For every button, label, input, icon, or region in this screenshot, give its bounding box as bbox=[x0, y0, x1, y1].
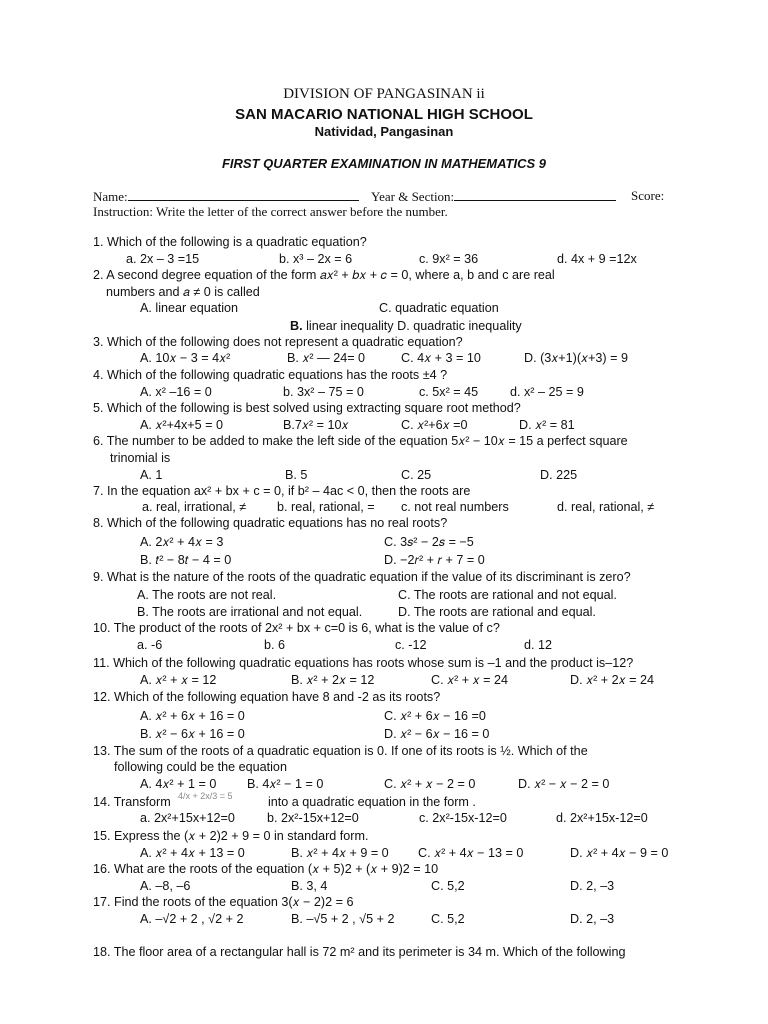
q14-option-a: a. 2x²+15x+12=0 bbox=[140, 811, 235, 825]
q2-options-b-d-text: linear inequality D. quadratic inequality bbox=[302, 319, 522, 333]
q9-option-a: A. The roots are not real. bbox=[137, 588, 277, 602]
question-14-expression: 4/x + 2x/3 = 5 bbox=[178, 791, 233, 801]
q5-option-c: C. 𝑥²+6𝑥 =0 bbox=[401, 418, 468, 432]
question-13-continued: following could be the equation bbox=[114, 760, 287, 774]
question-8: 8. Which of the following quadratic equations has no real roots? bbox=[93, 516, 448, 530]
q6-option-b: B. 5 bbox=[285, 468, 308, 482]
q12-option-a: A. 𝑥² + 6𝑥 + 16 = 0 bbox=[140, 709, 245, 723]
q11-option-a: A. 𝑥² + 𝑥 = 12 bbox=[140, 673, 217, 687]
q9-option-c: C. The roots are rational and not equal. bbox=[398, 588, 617, 602]
q5-option-a: A. 𝑥²+4x+5 = 0 bbox=[140, 418, 223, 432]
q8-option-a: A. 2𝑥² + 4𝑥 = 3 bbox=[140, 535, 224, 549]
q7-option-a: a. real, irrational, ≠ bbox=[142, 500, 247, 514]
question-7: 7. In the equation ax² + bx + c = 0, if b² – 4ac < 0, then the roots are bbox=[93, 484, 471, 498]
q13-option-c: C. 𝑥² + 𝑥 − 2 = 0 bbox=[384, 777, 476, 791]
question-13: 13. The sum of the roots of a quadratic equation is 0. If one of its roots is ½. Which of the bbox=[93, 744, 588, 758]
q4-option-d: d. x² – 25 = 9 bbox=[510, 385, 584, 399]
q3-option-c: C. 4𝑥 + 3 = 10 bbox=[401, 351, 481, 365]
q2-options-b-d bbox=[290, 319, 522, 334]
q1-option-b: b. x³ – 2x = 6 bbox=[279, 252, 353, 266]
year-section-label: Year & Section: bbox=[371, 189, 455, 204]
q4-option-c: c. 5x² = 45 bbox=[419, 385, 479, 399]
name-blank[interactable] bbox=[128, 188, 359, 201]
q6-option-a: A. 1 bbox=[140, 468, 163, 482]
question-11: 11. Which of the following quadratic equations has roots whose sum is –1 and the product is–12? bbox=[93, 656, 634, 670]
year-section-field[interactable] bbox=[371, 188, 616, 204]
q12-option-b: B. 𝑥² − 6𝑥 + 16 = 0 bbox=[140, 727, 245, 741]
q14-option-d: d. 2x²+15x-12=0 bbox=[556, 811, 648, 825]
q13-option-d: D. 𝑥² − 𝑥 − 2 = 0 bbox=[518, 777, 610, 791]
q16-option-c: C. 5,2 bbox=[431, 879, 465, 893]
q14-option-b: b. 2x²-15x+12=0 bbox=[267, 811, 359, 825]
question-16: 16. What are the roots of the equation (𝑥 + 5)2 + (𝑥 + 9)2 = 10 bbox=[93, 862, 439, 876]
exam-title: FIRST QUARTER EXAMINATION IN MATHEMATICS 9 bbox=[221, 156, 547, 171]
q6-option-c: C. 25 bbox=[401, 468, 432, 482]
name-label: Name: bbox=[93, 189, 128, 204]
question-6-continued: trinomial is bbox=[110, 451, 171, 465]
q9-option-d: D. The roots are rational and equal. bbox=[398, 605, 596, 619]
question-5: 5. Which of the following is best solved using extracting square root method? bbox=[93, 401, 521, 415]
q5-option-b: B.7𝑥² = 10𝑥 bbox=[283, 418, 349, 432]
q11-option-d: D. 𝑥² + 2𝑥 = 24 bbox=[570, 673, 655, 687]
question-10: 10. The product of the roots of 2x² + bx + c=0 is 6, what is the value of c? bbox=[93, 621, 500, 635]
question-3: 3. Which of the following does not represent a quadratic equation? bbox=[93, 335, 463, 349]
q8-option-d: D. −2𝑟² + 𝑟 + 7 = 0 bbox=[384, 553, 485, 567]
question-14-suffix: into a quadratic equation in the form . bbox=[268, 795, 476, 809]
year-section-blank[interactable] bbox=[454, 188, 616, 201]
school-location: Natividad, Pangasinan bbox=[314, 124, 454, 139]
q1-option-d: d. 4x + 9 =12x bbox=[557, 252, 637, 266]
q12-option-c: C. 𝑥² + 6𝑥 − 16 =0 bbox=[384, 709, 486, 723]
q2-option-a: A. linear equation bbox=[140, 301, 239, 315]
q4-option-b: b. 3x² – 75 = 0 bbox=[283, 385, 364, 399]
question-15: 15. Express the (𝑥 + 2)2 + 9 = 0 in standard form. bbox=[93, 829, 369, 843]
division-heading: DIVISION OF PANGASINAN ii bbox=[283, 86, 485, 102]
q8-option-c: C. 3𝑠² − 2𝑠 = −5 bbox=[384, 535, 474, 549]
question-2: 2. A second degree equation of the form 𝑎𝑥² + 𝑏𝑥 + 𝑐 = 0, where a, b and c are real bbox=[93, 268, 555, 282]
q14-option-c: c. 2x²-15x-12=0 bbox=[419, 811, 507, 825]
q17-option-a: A. –√2 + 2 , √2 + 2 bbox=[140, 912, 244, 926]
q16-option-a: A. –8, –6 bbox=[140, 879, 191, 893]
q17-option-c: C. 5,2 bbox=[431, 912, 465, 926]
question-2-continued: numbers and 𝑎 ≠ 0 is called bbox=[106, 285, 260, 299]
q13-option-a: A. 4𝑥² + 1 = 0 bbox=[140, 777, 217, 791]
q10-option-b: b. 6 bbox=[264, 638, 286, 652]
q6-option-d: D. 225 bbox=[540, 468, 578, 482]
score-label: Score: bbox=[631, 188, 665, 203]
question-1: 1. Which of the following is a quadratic equation? bbox=[93, 235, 367, 249]
q10-option-d: d. 12 bbox=[524, 638, 553, 652]
question-6: 6. The number to be added to make the left side of the equation 5𝑥² − 10𝑥 = 15 a perfect square bbox=[93, 434, 628, 448]
question-14-prefix: 14. Transform bbox=[93, 795, 171, 809]
q10-option-a: a. -6 bbox=[137, 638, 163, 652]
question-18: 18. The floor area of a rectangular hall is 72 m² and its perimeter is 34 m. Which of the following bbox=[93, 945, 626, 959]
q3-option-b: B. 𝑥² — 24= 0 bbox=[287, 351, 366, 365]
q9-option-b: B. The roots are irrational and not equal. bbox=[137, 605, 363, 619]
q1-option-a: a. 2x – 3 =15 bbox=[126, 252, 200, 266]
question-17: 17. Find the roots of the equation 3(𝑥 − 2)2 = 6 bbox=[93, 895, 354, 909]
q3-option-a: A. 10𝑥 − 3 = 4𝑥² bbox=[140, 351, 231, 365]
q4-option-a: A. x² –16 = 0 bbox=[140, 385, 212, 399]
q7-option-b: b. real, rational, = bbox=[277, 500, 375, 514]
question-12: 12. Which of the following equation have 8 and -2 as its roots? bbox=[93, 690, 441, 704]
q1-option-c: c. 9x² = 36 bbox=[419, 252, 479, 266]
q8-option-b: B. 𝑡² − 8𝑡 − 4 = 0 bbox=[140, 553, 232, 567]
q11-option-b: B. 𝑥² + 2𝑥 = 12 bbox=[291, 673, 375, 687]
q7-option-c: c. not real numbers bbox=[401, 500, 509, 514]
q15-option-b: B. 𝑥² + 4𝑥 + 9 = 0 bbox=[291, 846, 389, 860]
name-field[interactable] bbox=[93, 188, 359, 204]
q5-option-d: D. 𝑥² = 81 bbox=[519, 418, 575, 432]
instruction-text: Instruction: Write the letter of the correct answer before the number. bbox=[93, 204, 448, 219]
q16-option-d: D. 2, –3 bbox=[570, 879, 615, 893]
q15-option-a: A. 𝑥² + 4𝑥 + 13 = 0 bbox=[140, 846, 245, 860]
school-name: SAN MACARIO NATIONAL HIGH SCHOOL bbox=[235, 106, 533, 123]
q12-option-d: D. 𝑥² − 6𝑥 − 16 = 0 bbox=[384, 727, 490, 741]
q13-option-b: B. 4𝑥² − 1 = 0 bbox=[247, 777, 324, 791]
q15-option-c: C. 𝑥² + 4𝑥 − 13 = 0 bbox=[418, 846, 524, 860]
q2-option-c: C. quadratic equation bbox=[379, 301, 499, 315]
q17-option-b: B. –√5 + 2 , √5 + 2 bbox=[291, 912, 395, 926]
q10-option-c: c. -12 bbox=[395, 638, 427, 652]
q11-option-c: C. 𝑥² + 𝑥 = 24 bbox=[431, 673, 509, 687]
q15-option-d: D. 𝑥² + 4𝑥 − 9 = 0 bbox=[570, 846, 669, 860]
q2-option-b-letter: B. bbox=[290, 319, 303, 333]
q16-option-b: B. 3, 4 bbox=[291, 879, 328, 893]
question-9: 9. What is the nature of the roots of the quadratic equation if the value of its discriminant is zero? bbox=[93, 570, 631, 584]
q17-option-d: D. 2, –3 bbox=[570, 912, 615, 926]
q3-option-d: D. (3𝑥+1)(𝑥+3) = 9 bbox=[524, 351, 628, 365]
q7-option-d: d. real, rational, ≠ bbox=[557, 500, 655, 514]
question-4: 4. Which of the following quadratic equations has the roots ±4 ? bbox=[93, 368, 448, 382]
